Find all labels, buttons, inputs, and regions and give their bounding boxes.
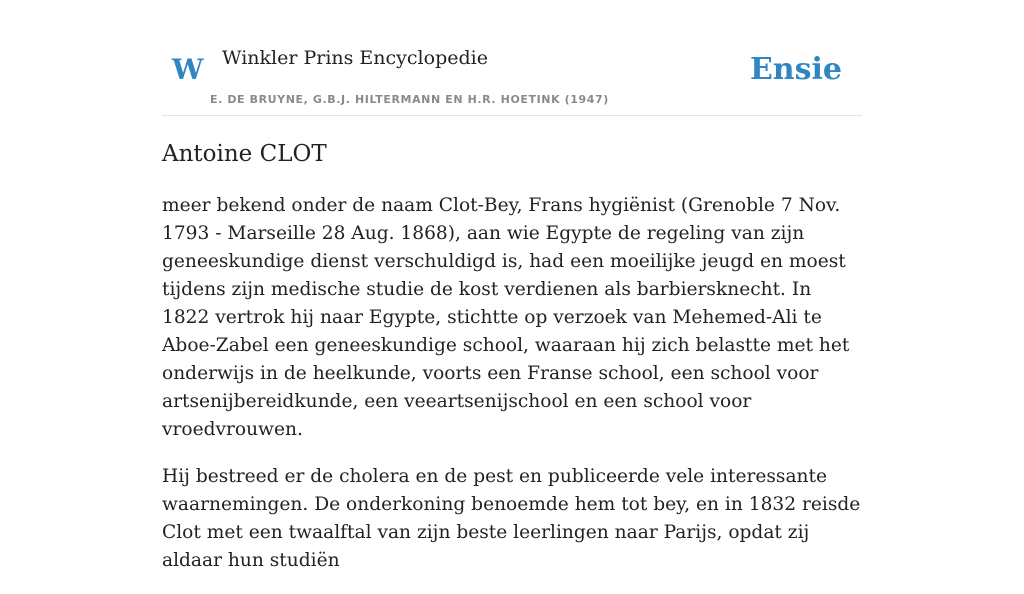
winkler-prins-logo[interactable]: W bbox=[172, 53, 204, 86]
article-paragraph: Hij bestreed er de cholera en de pest en publiceerde vele interessante waarnemingen. De onderkoning benoemde hem tot bey, en in 1832 reisde Clot met een twaalftal van zijn beste leerlingen naar Parijs, opdat zij aldaar hun studiën bbox=[162, 466, 861, 571]
source-title[interactable]: Winkler Prins Encyclopedie bbox=[222, 47, 488, 69]
article-title: Antoine CLOT bbox=[162, 141, 327, 167]
article-paragraph: meer bekend onder de naam Clot-Bey, Frans hygiënist (Grenoble 7 Nov. 1793 - Marseille 28 Aug. 1868), aan wie Egypte de regeling van zijn geneeskundige dienst verschuldigd is, had een moeilijke jeugd en moest tijdens zijn medische studie de kost verdienen als barbiersknecht. In 1822 vertrok hij naar Egypte, stichtte op verzoek van Mehemed-Ali te Aboe-Zabel een geneeskundige school, waaraan hij zich belastte met het onderwijs in de heelkunde, voorts een Franse school, een school voor artsenijbereidkunde, een veeartsenijschool en een school voor vroedvrouwen. bbox=[162, 195, 850, 440]
source-header bbox=[162, 40, 862, 116]
source-authors: E. DE BRUYNE, G.B.J. HILTERMANN EN H.R. HOETINK (1947) bbox=[210, 93, 609, 106]
ensie-logo[interactable]: Ensie bbox=[749, 52, 842, 87]
article-body bbox=[162, 192, 862, 594]
